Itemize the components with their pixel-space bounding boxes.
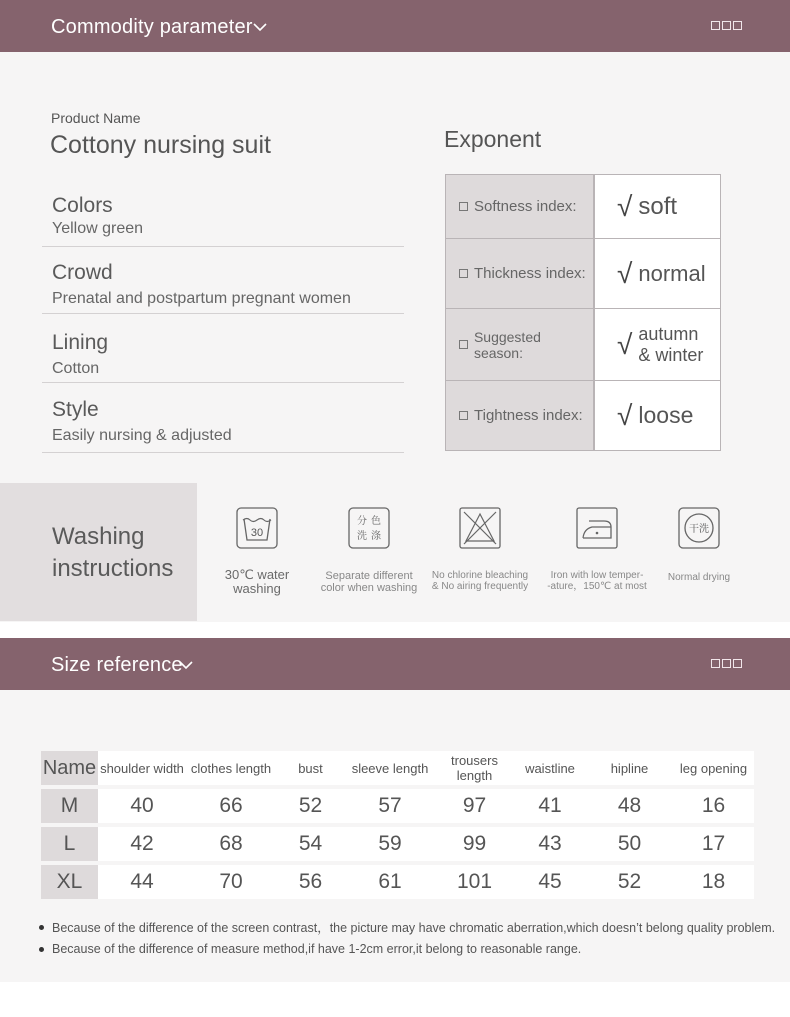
chevron-down-icon[interactable] bbox=[253, 20, 267, 34]
commodity-parameter-header bbox=[0, 0, 790, 52]
decorative-squares-icon bbox=[711, 21, 742, 30]
bullet-icon bbox=[39, 925, 44, 930]
divider bbox=[42, 313, 404, 314]
svg-text:分: 分 bbox=[357, 516, 367, 527]
table-header-row bbox=[41, 751, 754, 785]
column-header: bust bbox=[276, 751, 345, 785]
column-header: shoulder width bbox=[98, 751, 186, 785]
column-header: trousers length bbox=[435, 751, 514, 785]
column-header: hipline bbox=[586, 751, 673, 785]
wash-item-30c bbox=[201, 507, 313, 596]
exponent-title: Exponent bbox=[444, 126, 542, 152]
svg-text:30: 30 bbox=[250, 527, 264, 539]
svg-text:干洗: 干洗 bbox=[689, 524, 709, 535]
decorative-squares-icon bbox=[711, 659, 742, 668]
divider bbox=[42, 246, 404, 247]
attr-value-colors: Yellow green bbox=[52, 220, 144, 237]
attr-value-lining: Cotton bbox=[52, 360, 100, 377]
section-title: Size reference bbox=[51, 654, 183, 676]
wash-caption: Normal drying bbox=[667, 572, 731, 583]
suggested-season-label: Suggested season: bbox=[445, 308, 594, 381]
wash-caption: No chlorine bleaching & No airing frequently bbox=[431, 570, 529, 592]
bullet-icon bbox=[39, 947, 44, 952]
wash-item-drying bbox=[643, 507, 755, 583]
svg-text:色: 色 bbox=[371, 516, 381, 527]
svg-text:涤: 涤 bbox=[371, 531, 381, 542]
checkbox-square-icon bbox=[459, 411, 468, 420]
svg-text:洗: 洗 bbox=[357, 531, 367, 542]
column-header: waistline bbox=[514, 751, 586, 785]
no-bleach-icon bbox=[459, 507, 501, 549]
tightness-index-value: √ loose bbox=[594, 380, 721, 451]
section-title: Commodity parameter bbox=[51, 16, 253, 38]
washing-title: Washing instructions bbox=[52, 523, 174, 582]
wash-caption: 30℃ water washing bbox=[224, 567, 290, 596]
chevron-down-icon[interactable] bbox=[179, 658, 193, 672]
product-name: Cottony nursing suit bbox=[50, 131, 271, 159]
attr-name-crowd: Crowd bbox=[52, 261, 113, 284]
wash-item-no-bleach bbox=[424, 507, 536, 592]
attr-value-style: Easily nursing & adjusted bbox=[52, 427, 232, 444]
divider bbox=[42, 382, 404, 383]
iron-low-icon bbox=[576, 507, 618, 549]
check-mark-icon: √ bbox=[617, 190, 633, 222]
column-header: leg opening bbox=[673, 751, 754, 785]
wash-caption: Iron with low temper- -ature，150℃ at most bbox=[547, 570, 647, 592]
check-mark-icon: √ bbox=[617, 257, 633, 289]
wash-caption: Separate different color when washing bbox=[320, 570, 418, 594]
suggested-season-value: √ autumn & winter bbox=[594, 308, 721, 381]
notes bbox=[39, 916, 775, 960]
column-header: sleeve length bbox=[345, 751, 435, 785]
check-mark-icon: √ bbox=[617, 399, 633, 431]
size-table bbox=[41, 747, 754, 903]
attr-name-colors: Colors bbox=[52, 194, 113, 217]
tightness-index-label: Tightness index: bbox=[445, 380, 594, 451]
check-mark-icon: √ bbox=[617, 328, 633, 360]
wash-item-separate bbox=[313, 507, 425, 594]
attr-name-style: Style bbox=[52, 398, 99, 421]
thickness-index-label: Thickness index: bbox=[445, 238, 594, 309]
separate-wash-icon bbox=[348, 507, 390, 549]
checkbox-square-icon bbox=[459, 269, 468, 278]
list-item: Because of the difference of measure method,if have 1-2cm error,it belong to reasonable range. bbox=[39, 938, 775, 960]
table-row: L 42 68 54 59 99 43 50 17 bbox=[41, 827, 754, 861]
thickness-index-value: √ normal bbox=[594, 238, 721, 309]
divider bbox=[42, 452, 404, 453]
wash-30-icon bbox=[236, 507, 278, 549]
attr-value-crowd: Prenatal and postpartum pregnant women bbox=[52, 290, 351, 307]
list-item: Because of the difference of the screen contrast，the picture may have chromatic aberration,which doesn’t belong quality problem. bbox=[39, 916, 775, 938]
washing-instructions-panel bbox=[0, 483, 197, 621]
normal-drying-icon bbox=[678, 507, 720, 549]
checkbox-square-icon bbox=[459, 202, 468, 211]
softness-index-label: Softness index: bbox=[445, 174, 594, 239]
wash-item-iron bbox=[541, 507, 653, 592]
table-row: M 40 66 52 57 97 41 48 16 bbox=[41, 789, 754, 823]
size-reference-header bbox=[0, 638, 790, 690]
softness-index-value: √ soft bbox=[594, 174, 721, 239]
checkbox-square-icon bbox=[459, 340, 468, 349]
product-name-label: Product Name bbox=[51, 110, 141, 126]
table-row: XL 44 70 56 61 101 45 52 18 bbox=[41, 865, 754, 899]
column-header: clothes length bbox=[186, 751, 276, 785]
column-header: Name bbox=[41, 751, 98, 785]
attr-name-lining: Lining bbox=[52, 331, 109, 354]
